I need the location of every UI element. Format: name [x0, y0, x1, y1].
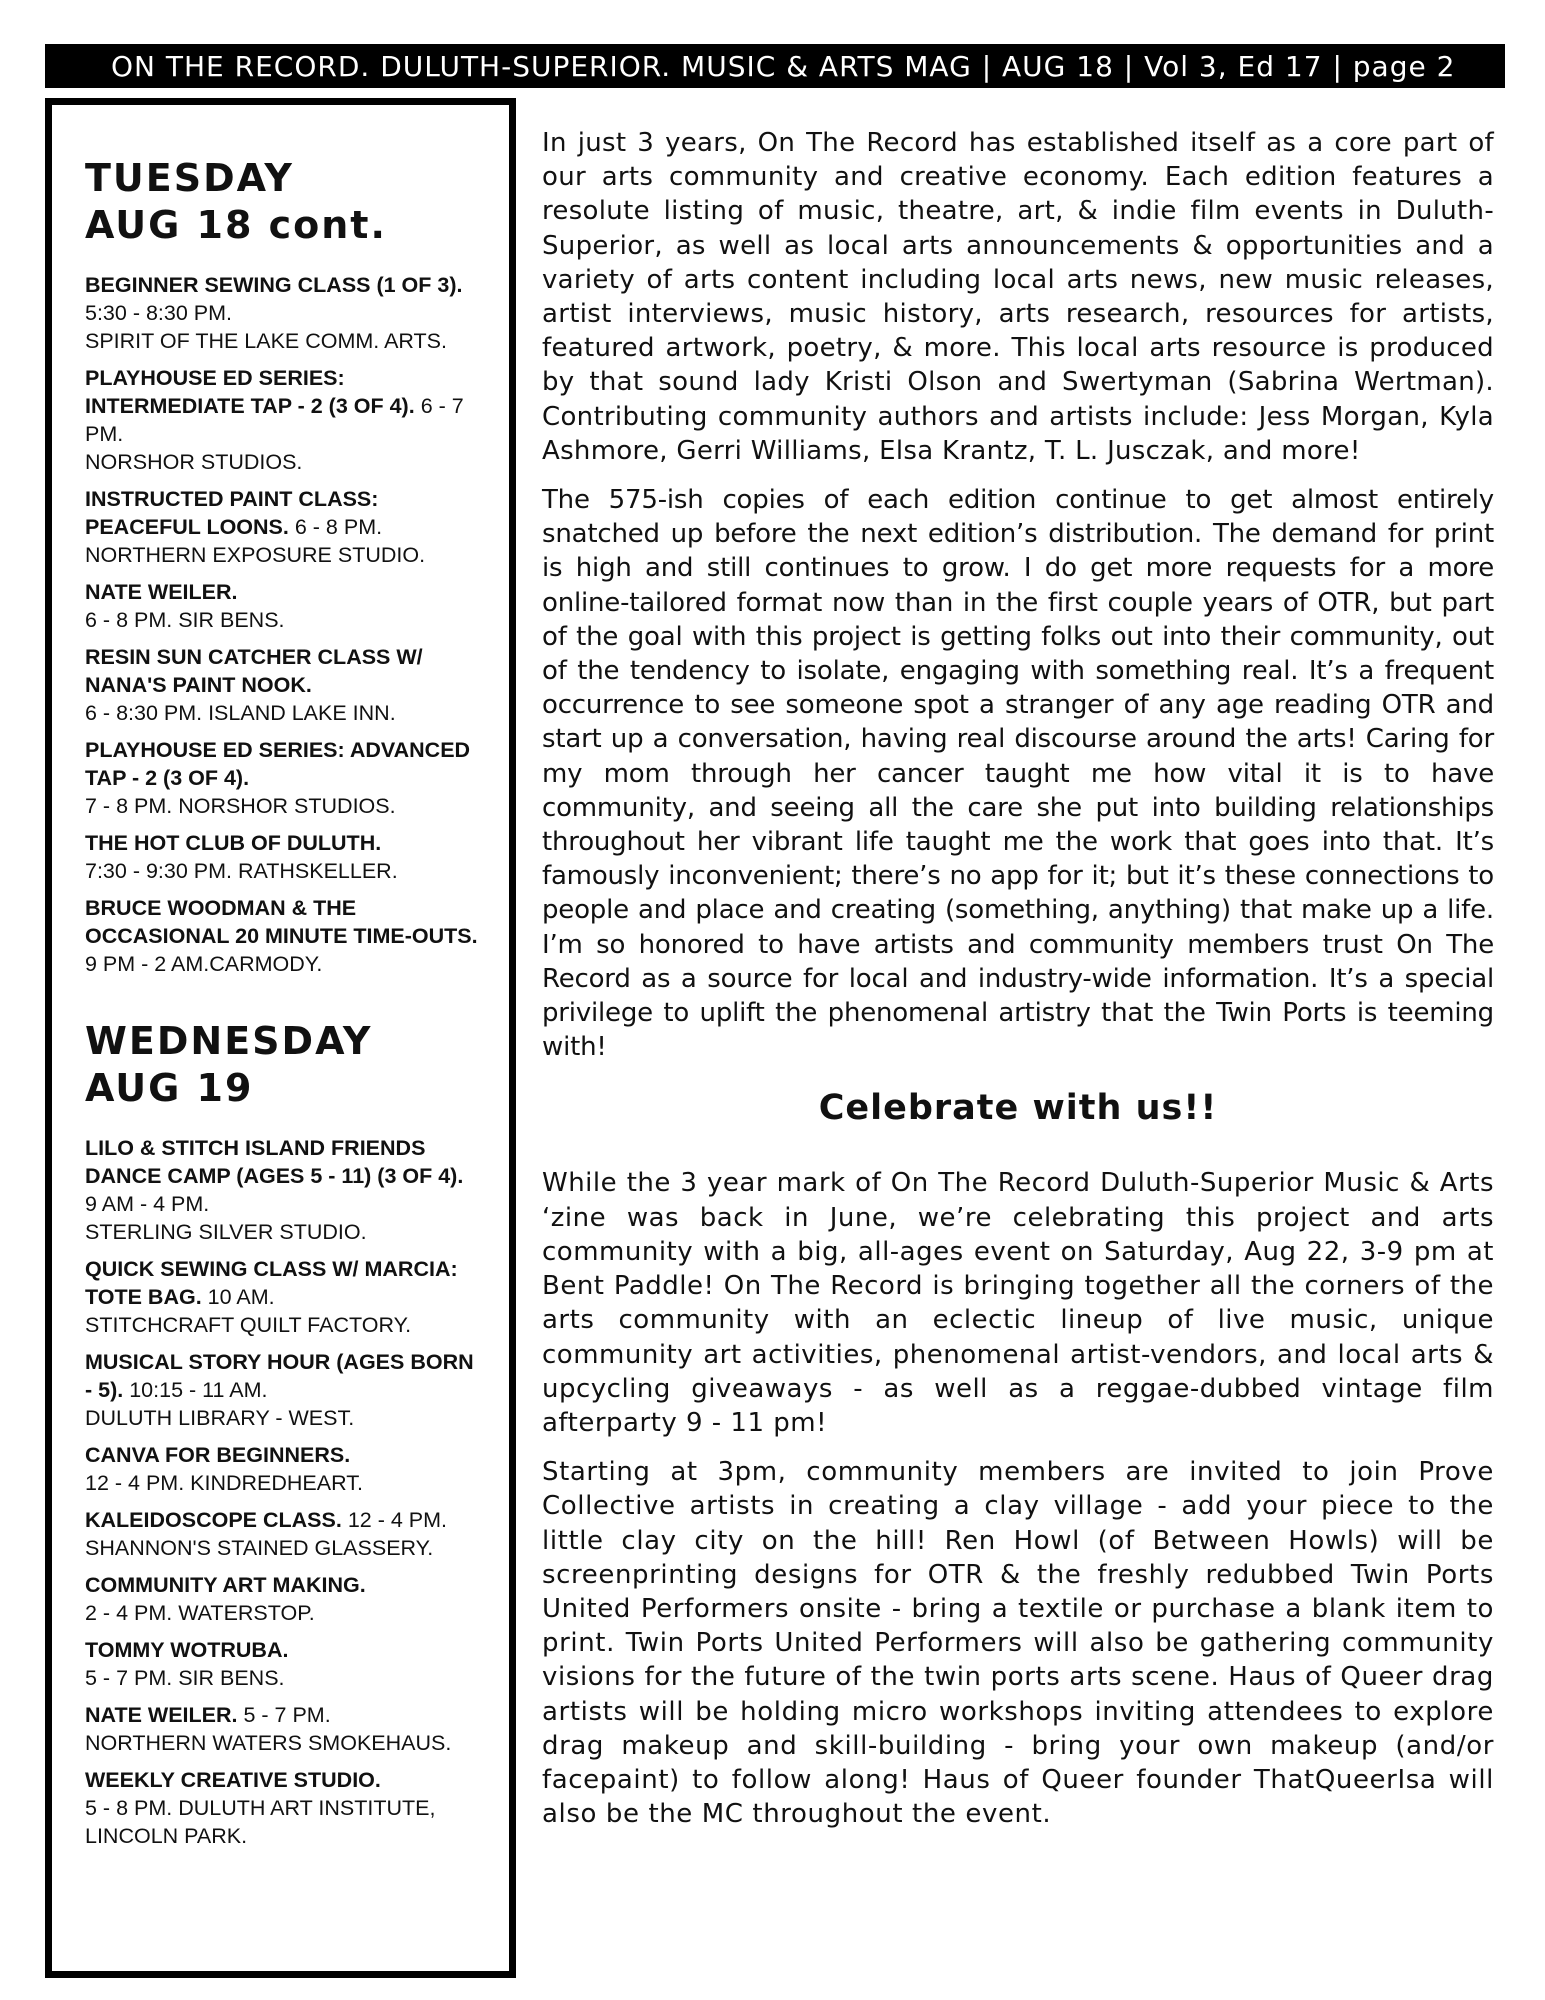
event-time: 6 - 8 PM.	[294, 515, 383, 539]
event-venue: DULUTH LIBRARY - WEST.	[85, 1406, 355, 1430]
event-venue: 5 - 7 PM. SIR BENS.	[85, 1666, 285, 1690]
day-heading-tuesday	[85, 155, 479, 249]
event-name: TOMMY WOTRUBA.	[85, 1638, 289, 1662]
event-time: 10 AM.	[207, 1285, 275, 1309]
article-paragraph: While the 3 year mark of On The Record Duluth-Superior Music & Arts ‘zine was back in June, we’re celebrating this project and arts community with a big, all-ages event on Saturday, Aug 22, 3-9 pm at Bent Paddle! On The Record is bringing together all the corners of the arts community with an eclectic lineup of live music, unique community art activities, phenomenal artist-vendors, and local arts & upcycling giveaways - as well as a reggae-dubbed vintage film afterparty 9 - 11 pm!	[542, 1168, 1494, 1438]
day-heading-line2: AUG 19	[85, 1066, 254, 1110]
event-venue: NORTHERN WATERS SMOKEHAUS.	[85, 1731, 452, 1755]
event-listings-sidebar	[45, 98, 516, 1978]
event-name: NATE WEILER.	[85, 580, 238, 604]
event-name: PLAYHOUSE ED SERIES: INTERMEDIATE TAP - 2 (3 OF 4).	[85, 366, 415, 418]
event-item	[85, 271, 479, 355]
article-paragraph: In just 3 years, On The Record has established itself as a core part of our arts community and creative economy. Each edition features a resolute listing of music, theatre, art, & indie film events in Duluth-Superior, as well as local arts announcements & opportunities and a variety of arts content including local arts news, new music releases, artist interviews, music history, arts research, resources for artists, featured artwork, poetry, & more. This local arts resource is produced by that sound lady Kristi Olson and Swertyman (Sabrina Wertman). Contributing community authors and artists include: Jess Morgan, Kyla Ashmore, Gerri Williams, Elsa Krantz, T. L. Jusczak, and more!	[542, 128, 1494, 466]
event-name: MUSICAL STORY HOUR (AGES BORN - 5).	[85, 1350, 474, 1402]
day-heading-line1: TUESDAY	[85, 156, 294, 200]
event-time: 5:30 - 8:30 PM.	[85, 301, 232, 325]
event-name: BRUCE WOODMAN & THE OCCASIONAL 20 MINUTE TIME-OUTS.	[85, 896, 478, 948]
event-venue: 12 - 4 PM. KINDREDHEART.	[85, 1471, 363, 1495]
article-paragraph: Starting at 3pm, community members are invited to join Prove Collective artists in creating a clay village - add your piece to the little clay city on the hill! Ren Howl (of Between Howls) will be screenprinting designs for OTR & the freshly redubbed Twin Ports United Performers onsite - bring a textile or purchase a blank item to print. Twin Ports United Performers will also be gathering community visions for the future of the twin ports arts scene. Haus of Queer drag artists will be holding micro workshops inviting attendees to explore drag makeup and skill-building - bring your own makeup (and/or facepaint) to follow along! Haus of Queer founder ThatQueerIsa will also be the MC throughout the event.	[542, 1457, 1494, 1830]
event-item	[85, 1766, 479, 1850]
tuesday-event-list	[85, 271, 479, 978]
event-item	[85, 1348, 479, 1432]
event-item	[85, 1571, 479, 1627]
event-name: COMMUNITY ART MAKING.	[85, 1573, 366, 1597]
event-item	[85, 736, 479, 820]
event-venue: SPIRIT OF THE LAKE COMM. ARTS.	[85, 329, 447, 353]
event-item	[85, 643, 479, 727]
event-name: NATE WEILER.	[85, 1703, 238, 1727]
event-name: QUICK SEWING CLASS W/ MARCIA: TOTE BAG.	[85, 1257, 458, 1309]
article-paragraph: The 575-ish copies of each edition continue to get almost entirely snatched up before the next edition’s distribution. The demand for print is high and still continues to grow. I do get more requests for a more online-tailored format now than in the first couple years of OTR, but part of the goal with this project is getting folks out into their community, out of the tendency to isolate, engaging with something real. It’s a frequent occurrence to see someone spot a stranger of any age reading OTR and start up a conversation, having real discourse around the arts! Caring for my mom through her cancer taught me how vital it is to have community, and seeing all the care she put into building relationships throughout her vibrant life taught me the work that goes into that. It’s famously inconvenient; there’s no app for it; but it’s these connections to people and place and creating (something, anything) that make up a life. I’m so honored to have artists and community members trust On The Record as a source for local and industry-wide information. It’s a special privilege to uplift the phenomenal artistry that the Twin Ports is teeming with!	[542, 485, 1494, 1063]
event-time: 10:15 - 11 AM.	[129, 1378, 268, 1402]
day-heading-line2: AUG 18 cont.	[85, 203, 387, 247]
event-name: WEEKLY CREATIVE STUDIO.	[85, 1768, 381, 1792]
event-name: RESIN SUN CATCHER CLASS W/ NANA'S PAINT NOOK.	[85, 645, 423, 697]
event-item	[85, 485, 479, 569]
event-time: 12 - 4 PM.	[347, 1508, 448, 1532]
day-heading-line1: WEDNESDAY	[85, 1019, 373, 1063]
event-venue: NORTHERN EXPOSURE STUDIO.	[85, 543, 426, 567]
event-name: PLAYHOUSE ED SERIES: ADVANCED TAP - 2 (3 OF 4).	[85, 738, 471, 790]
event-time: 5 - 7 PM.	[243, 1703, 331, 1727]
header-text: ON THE RECORD. DULUTH-SUPERIOR. MUSIC & ARTS MAG | AUG 18 | Vol 3, Ed 17 | page 2	[111, 49, 1456, 83]
event-name: CANVA FOR BEGINNERS.	[85, 1443, 351, 1467]
event-item	[85, 1636, 479, 1692]
event-venue: STERLING SILVER STUDIO.	[85, 1220, 367, 1244]
event-time: 9 PM - 2 AM.CARMODY.	[85, 952, 323, 976]
event-name: THE HOT CLUB OF DULUTH.	[85, 831, 382, 855]
event-name: INSTRUCTED PAINT CLASS: PEACEFUL LOONS.	[85, 487, 379, 539]
event-time: 6 - 7 PM.	[85, 394, 464, 446]
event-name: BEGINNER SEWING CLASS (1 OF 3).	[85, 273, 463, 297]
event-item	[85, 829, 479, 885]
event-name: LILO & STITCH ISLAND FRIENDS DANCE CAMP (AGES 5 - 11) (3 OF 4).	[85, 1136, 464, 1188]
event-venue: 6 - 8:30 PM. ISLAND LAKE INN.	[85, 701, 396, 725]
event-item	[85, 1441, 479, 1497]
event-venue: 7 - 8 PM. NORSHOR STUDIOS.	[85, 794, 396, 818]
event-item	[85, 894, 479, 978]
page-header-bar	[45, 44, 1505, 88]
main-article	[542, 126, 1494, 1846]
event-item	[85, 1506, 479, 1562]
event-venue: 5 - 8 PM. DULUTH ART INSTITUTE, LINCOLN PARK.	[85, 1796, 436, 1848]
event-item	[85, 1134, 479, 1246]
event-item	[85, 1701, 479, 1757]
event-venue: SHANNON'S STAINED GLASSERY.	[85, 1536, 434, 1560]
event-name: KALEIDOSCOPE CLASS.	[85, 1508, 342, 1532]
celebrate-heading: Celebrate with us!!	[818, 1088, 1218, 1129]
event-venue: 2 - 4 PM. WATERSTOP.	[85, 1601, 315, 1625]
event-item	[85, 364, 479, 476]
event-venue: NORSHOR STUDIOS.	[85, 450, 303, 474]
day-heading-wednesday	[85, 1018, 479, 1112]
event-item	[85, 1255, 479, 1339]
event-item	[85, 578, 479, 634]
event-time: 9 AM - 4 PM.	[85, 1192, 210, 1216]
event-venue: 6 - 8 PM. SIR BENS.	[85, 608, 285, 632]
wednesday-event-list	[85, 1134, 479, 1850]
event-venue: 7:30 - 9:30 PM. RATHSKELLER.	[85, 859, 398, 883]
event-venue: STITCHCRAFT QUILT FACTORY.	[85, 1313, 412, 1337]
